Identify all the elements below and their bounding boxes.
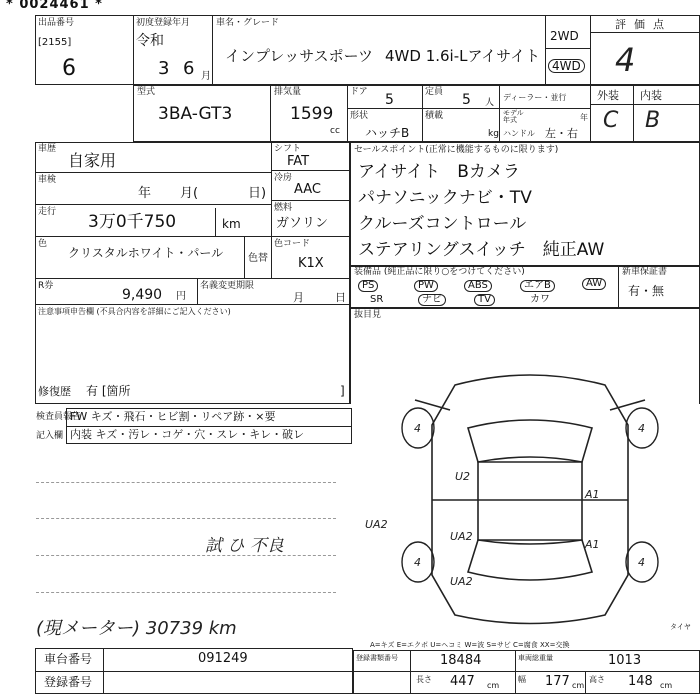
mark-a1-top: A1: [585, 488, 600, 501]
km-unit: km: [222, 217, 241, 231]
ac: AAC: [294, 182, 321, 197]
capacity-unit: 人: [485, 98, 495, 108]
history-value: 有 [箇所: [86, 384, 131, 398]
doors-label: ドア: [350, 87, 368, 97]
insp-day: 日): [248, 186, 267, 201]
lot-label: 出品番号: [38, 18, 75, 28]
reg-no-label: 登録番号: [44, 675, 93, 689]
inspector-memo: 試 ひ 不良: [205, 536, 284, 556]
capacity: 5: [462, 92, 471, 108]
insp-year: 年: [138, 186, 152, 201]
length-label: 長さ: [416, 675, 432, 684]
cc-unit: cc: [330, 126, 340, 136]
era: 令和: [136, 33, 164, 49]
equip-ps: PS: [358, 280, 378, 292]
lot-sub: [2155]: [38, 37, 72, 48]
inspector-notes-label: 記入欄: [36, 431, 64, 441]
score: 4: [615, 41, 636, 79]
width: 177: [545, 674, 570, 689]
use-label: 車歴: [38, 144, 57, 154]
width-label: 幅: [518, 675, 526, 684]
inspection-label: 車検: [38, 175, 57, 185]
model-label: 型式: [137, 87, 156, 97]
frame-no: 091249: [198, 651, 248, 666]
keep-month: 月: [293, 291, 304, 304]
history-close: ]: [340, 384, 345, 398]
mark-ua2-mid: UA2: [450, 530, 473, 543]
doc-label: 登録書類番号: [356, 654, 398, 662]
cc-label: 排気量: [274, 87, 302, 97]
reg-label: 初度登録年月: [136, 18, 191, 28]
color: クリスタルホワイト・パール: [68, 246, 224, 260]
equip-navi: ナビ: [418, 294, 446, 306]
name-label: 車名・グレード: [216, 18, 280, 28]
mileage-label: 走行: [38, 207, 57, 217]
weight-label: 車両総重量: [518, 654, 553, 662]
mark-u2: U2: [455, 470, 471, 483]
equip-abs: ABS: [464, 280, 492, 292]
car-diagram: [360, 370, 700, 630]
shape-label: 形状: [350, 111, 369, 121]
handwritten-meter: (現メーター) 30739 km: [36, 618, 237, 639]
grade: 4WD 1.6i-Lアイサイト: [385, 47, 541, 65]
car-windshield: [468, 420, 592, 462]
interior-grade: B: [645, 108, 661, 133]
tire-mark-rl: 4: [414, 556, 421, 569]
doc-no: 18484: [440, 653, 482, 668]
tax-label: R券: [38, 281, 54, 291]
fuel: ガソリン: [276, 216, 329, 231]
height-label: 高さ: [589, 675, 605, 684]
top-stamp: * 0024461 *: [6, 0, 103, 12]
use: 自家用: [68, 151, 117, 170]
reg-month: 6: [183, 58, 195, 79]
color-code-label: 色コード: [274, 239, 311, 249]
keep-day: 日: [335, 291, 346, 304]
inspector-interior: 内装 キズ・汚レ・コゲ・穴・スレ・キレ・破レ: [70, 428, 305, 441]
shift: FAT: [287, 154, 310, 169]
exterior-label: 外装: [597, 89, 619, 102]
sales-point-4: ステアリングスイッチ 純正AW: [358, 240, 605, 260]
handle: 左・右: [545, 127, 578, 140]
shape: ハッチB: [365, 126, 410, 140]
equip-leather: カワ: [530, 294, 550, 305]
mark-a1-bottom: A1: [585, 538, 600, 551]
car-rear-window: [468, 540, 592, 580]
sales-point-2: パナソニックナビ・TV: [358, 188, 532, 208]
tire-mark-rr: 4: [638, 556, 645, 569]
new-car-label: 新車保証書: [622, 267, 668, 277]
equip-tv: TV: [474, 294, 495, 306]
model-year-label: モデル年式: [503, 109, 524, 124]
score-label: 評価点: [615, 18, 672, 31]
width-unit: cm: [572, 681, 585, 690]
year-unit: 年: [580, 113, 588, 122]
equip-pw: PW: [414, 280, 438, 292]
sales-point-1: アイサイト Bカメラ: [358, 162, 520, 182]
color-label: 色: [38, 239, 48, 249]
mark-ua2-left: UA2: [365, 518, 388, 531]
fuel-label: 燃料: [274, 203, 293, 213]
exterior-grade: C: [603, 108, 619, 133]
month-unit: 月: [201, 71, 211, 82]
history-label: 修復歴: [38, 385, 71, 398]
doors: 5: [385, 92, 394, 108]
height: 148: [628, 674, 653, 689]
frame-label: 車台番号: [44, 652, 93, 666]
ac-label: 冷房: [274, 173, 293, 183]
reg-year: 3: [158, 58, 170, 79]
dealer-label: ディーラー・並行: [503, 93, 567, 102]
color-code: K1X: [298, 256, 324, 271]
keep-label: 名義変更期限: [200, 281, 255, 291]
warranty: 有・無: [628, 284, 665, 298]
equipment-label: 装備品 (純正品に限り○をつけてください): [354, 267, 525, 277]
handle-label: ハンドル: [503, 129, 535, 138]
equip-sr: SR: [370, 294, 384, 305]
cc: 1599: [290, 104, 334, 124]
shift-label: シフト: [274, 144, 302, 154]
diagram-legend: A=キズ E=エクボ U=ヘコミ W=波 S=サビ C=腐食 XX=交換: [370, 641, 570, 649]
car-roof: [478, 462, 582, 540]
lot-number: 6: [62, 56, 76, 81]
drive-4wd: 4WD: [548, 59, 585, 73]
mark-ua2-low: UA2: [450, 575, 473, 588]
diagram-label: 抜目見: [354, 310, 382, 320]
inspector-exterior: FW キズ・飛石・ヒビ割・リペア跡・×要: [70, 410, 276, 423]
model: 3BA-GT3: [158, 104, 233, 124]
length-unit: cm: [487, 681, 500, 690]
inspector-label: 検査員報告: [36, 412, 82, 422]
insp-month: 月(: [180, 186, 199, 201]
tire-mark-fr: 4: [638, 422, 645, 435]
load-unit: kg: [488, 129, 499, 139]
interior-label: 内装: [640, 89, 662, 102]
length: 447: [450, 674, 475, 689]
drive-2wd: 2WD: [550, 29, 579, 43]
tax: 9,490: [122, 287, 163, 303]
sales-point-3: クルーズコントロール: [358, 214, 527, 234]
equip-aw: AW: [582, 278, 606, 290]
car-name: インプレッサスポーツ: [225, 47, 374, 65]
color-change-label: 色替: [248, 253, 268, 264]
tax-unit: 円: [176, 291, 186, 302]
height-unit: cm: [660, 681, 673, 690]
diagram-legend-sub: タイヤ: [670, 623, 691, 631]
weight-value: 1013: [608, 653, 642, 668]
tire-mark-fl: 4: [414, 422, 421, 435]
load-label: 積載: [425, 111, 444, 121]
mileage: 3万0千750: [88, 212, 177, 232]
capacity-label: 定員: [425, 87, 444, 97]
notice-label: 注意事項申告欄 (不具合内容を詳細にご記入ください): [38, 307, 231, 316]
sales-label: セールスポイント(正常に機能するものに限ります): [354, 145, 559, 155]
equip-airbag: エアB: [520, 280, 555, 292]
